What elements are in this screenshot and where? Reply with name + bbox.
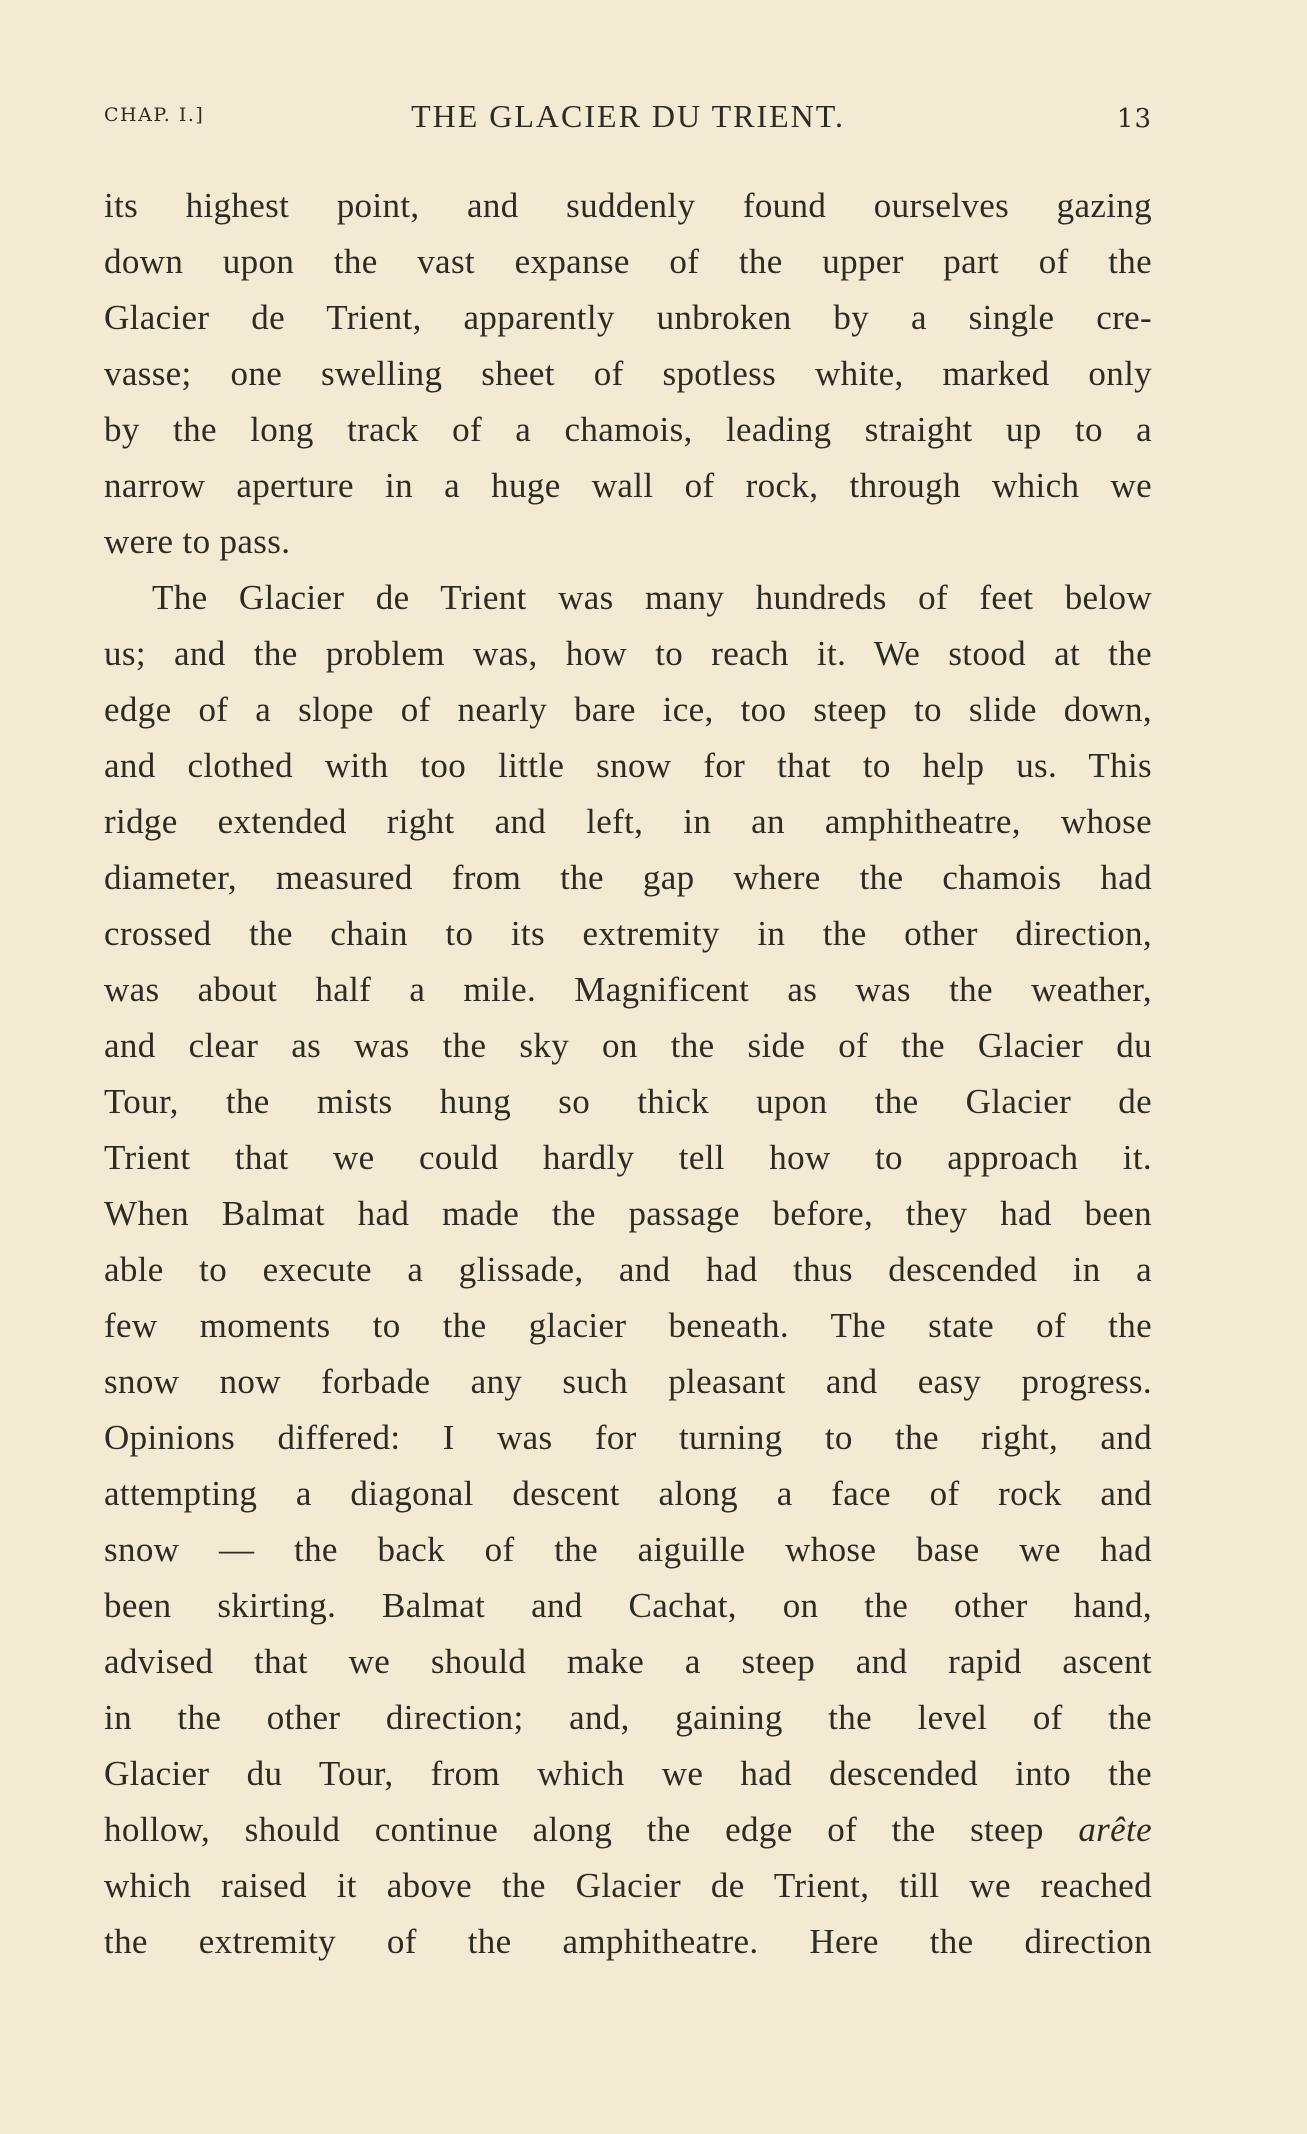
text-line: Opinions differed: I was for turning to the right, and	[104, 1418, 1152, 1457]
text-line: us; and the problem was, how to reach it. We stood at the	[104, 634, 1152, 673]
body-text	[104, 178, 1152, 1970]
chapter-label: CHAP. I.]	[104, 104, 205, 126]
text-line: its highest point, and suddenly found ourselves gazing	[104, 186, 1152, 225]
text-line-start: hollow, should continue along the edge of the steep	[104, 1810, 1044, 1849]
running-head	[104, 98, 1152, 138]
text-line: able to execute a glissade, and had thus descended in a	[104, 1250, 1152, 1289]
text-line: which raised it above the Glacier de Trient, till we reached	[104, 1866, 1152, 1905]
text-line: few moments to the glacier beneath. The state of the	[104, 1306, 1152, 1345]
text-line: ridge extended right and left, in an amphitheatre, whose	[104, 802, 1152, 841]
page-number: 13	[1116, 104, 1152, 134]
text-line: diameter, measured from the gap where the chamois had	[104, 858, 1152, 897]
page-title: THE GLACIER DU TRIENT.	[411, 98, 845, 134]
text-line: snow — the back of the aiguille whose base we had	[104, 1530, 1152, 1569]
text-line: crossed the chain to its extremity in the other direction,	[104, 914, 1152, 953]
text-line: Tour, the mists hung so thick upon the Glacier de	[104, 1082, 1152, 1121]
text-line: down upon the vast expanse of the upper part of the	[104, 242, 1152, 281]
italic-word: arête	[1078, 1810, 1152, 1849]
text-line: attempting a diagonal descent along a face of rock and	[104, 1474, 1152, 1513]
text-line: The Glacier de Trient was many hundreds of feet below	[152, 578, 1152, 617]
text-line: Glacier de Trient, apparently unbroken by a single cre-	[104, 298, 1152, 337]
text-line: advised that we should make a steep and rapid ascent	[104, 1642, 1152, 1681]
text-line: in the other direction; and, gaining the level of the	[104, 1698, 1152, 1737]
text-line: were to pass.	[104, 522, 291, 561]
text-line: Trient that we could hardly tell how to approach it.	[104, 1138, 1152, 1177]
text-line: When Balmat had made the passage before, they had been	[104, 1194, 1152, 1233]
text-line: was about half a mile. Magnificent as was the weather,	[104, 970, 1152, 1009]
text-line: vasse; one swelling sheet of spotless white, marked only	[104, 354, 1152, 393]
text-line: and clear as was the sky on the side of the Glacier du	[104, 1026, 1152, 1065]
text-line: edge of a slope of nearly bare ice, too steep to slide down,	[104, 690, 1152, 729]
text-line: snow now forbade any such pleasant and easy progress.	[104, 1362, 1152, 1401]
text-line: by the long track of a chamois, leading straight up to a	[104, 410, 1152, 449]
text-line: and clothed with too little snow for that to help us. This	[104, 746, 1152, 785]
text-line: narrow aperture in a huge wall of rock, through which we	[104, 466, 1152, 505]
text-line: Glacier du Tour, from which we had descended into the	[104, 1754, 1152, 1793]
text-line-with-italic	[104, 1802, 1152, 1858]
text-line: the extremity of the amphitheatre. Here the direction	[104, 1922, 1152, 1961]
text-line: been skirting. Balmat and Cachat, on the other hand,	[104, 1586, 1152, 1625]
